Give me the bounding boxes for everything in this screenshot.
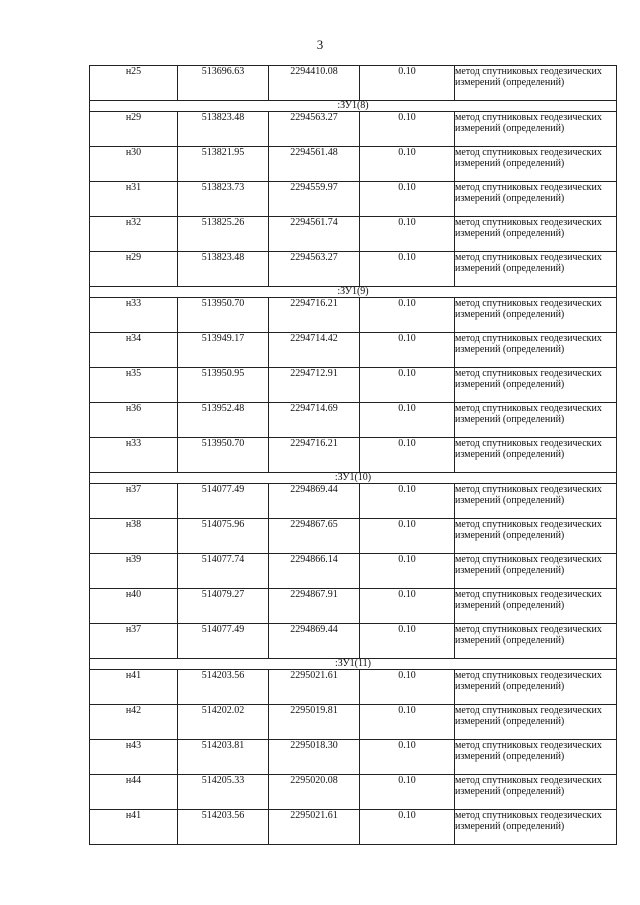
coordinate-y-cell: 2294867.65 <box>269 519 360 554</box>
method-cell: метод спутниковых геодезических измерений (определений) <box>455 252 617 287</box>
accuracy-cell: 0.10 <box>360 66 455 101</box>
table-row <box>90 403 617 438</box>
point-number-cell: н42 <box>90 705 178 740</box>
accuracy-cell: 0.10 <box>360 554 455 589</box>
table-row <box>90 589 617 624</box>
page-number: 3 <box>316 37 324 52</box>
coordinate-x-cell: 513825.26 <box>178 217 269 252</box>
method-cell: метод спутниковых геодезических измерений (определений) <box>455 589 617 624</box>
coordinate-y-cell: 2294561.74 <box>269 217 360 252</box>
method-cell: метод спутниковых геодезических измерений (определений) <box>455 519 617 554</box>
coordinate-x-cell: 514203.56 <box>178 810 269 845</box>
coordinate-y-cell: 2294869.44 <box>269 484 360 519</box>
accuracy-cell: 0.10 <box>360 740 455 775</box>
coordinate-x-cell: 513952.48 <box>178 403 269 438</box>
method-cell: метод спутниковых геодезических измерений (определений) <box>455 775 617 810</box>
method-cell: метод спутниковых геодезических измерений (определений) <box>455 670 617 705</box>
coordinate-y-cell: 2294867.91 <box>269 589 360 624</box>
section-header-row <box>90 659 617 670</box>
coordinate-y-cell: 2294410.08 <box>269 66 360 101</box>
table-row <box>90 740 617 775</box>
table-row <box>90 182 617 217</box>
coordinate-y-cell: 2294866.14 <box>269 554 360 589</box>
method-cell: метод спутниковых геодезических измерений (определений) <box>455 147 617 182</box>
method-cell: метод спутниковых геодезических измерений (определений) <box>455 333 617 368</box>
point-number-cell: н25 <box>90 66 178 101</box>
coordinate-x-cell: 513823.48 <box>178 112 269 147</box>
coordinate-y-cell: 2294712.91 <box>269 368 360 403</box>
accuracy-cell: 0.10 <box>360 484 455 519</box>
coordinate-y-cell: 2294716.21 <box>269 298 360 333</box>
coordinate-x-cell: 514077.49 <box>178 484 269 519</box>
point-number-cell: н43 <box>90 740 178 775</box>
accuracy-cell: 0.10 <box>360 403 455 438</box>
accuracy-cell: 0.10 <box>360 519 455 554</box>
section-header-row <box>90 287 617 298</box>
coordinate-y-cell: 2295019.81 <box>269 705 360 740</box>
coordinate-y-cell: 2294563.27 <box>269 112 360 147</box>
coordinate-y-cell: 2295020.08 <box>269 775 360 810</box>
method-cell: метод спутниковых геодезических измерений (определений) <box>455 403 617 438</box>
accuracy-cell: 0.10 <box>360 438 455 473</box>
table-row <box>90 147 617 182</box>
table-row <box>90 775 617 810</box>
point-number-cell: н37 <box>90 484 178 519</box>
point-number-cell: н44 <box>90 775 178 810</box>
table-row <box>90 112 617 147</box>
accuracy-cell: 0.10 <box>360 147 455 182</box>
coordinate-y-cell: 2294714.69 <box>269 403 360 438</box>
table-row <box>90 252 617 287</box>
point-number-cell: н34 <box>90 333 178 368</box>
method-cell: метод спутниковых геодезических измерений (определений) <box>455 182 617 217</box>
method-cell: метод спутниковых геодезических измерений (определений) <box>455 66 617 101</box>
coordinate-y-cell: 2294563.27 <box>269 252 360 287</box>
method-cell: метод спутниковых геодезических измерений (определений) <box>455 484 617 519</box>
table-row <box>90 624 617 659</box>
coordinate-x-cell: 514075.96 <box>178 519 269 554</box>
method-cell: метод спутниковых геодезических измерений (определений) <box>455 217 617 252</box>
point-number-cell: н30 <box>90 147 178 182</box>
table-row <box>90 484 617 519</box>
point-number-cell: н33 <box>90 298 178 333</box>
table-row <box>90 554 617 589</box>
coordinate-x-cell: 514203.56 <box>178 670 269 705</box>
coordinates-table <box>89 65 617 845</box>
method-cell: метод спутниковых геодезических измерений (определений) <box>455 705 617 740</box>
coordinate-y-cell: 2294561.48 <box>269 147 360 182</box>
coordinate-y-cell: 2295021.61 <box>269 810 360 845</box>
coordinate-x-cell: 514205.33 <box>178 775 269 810</box>
coordinate-x-cell: 514079.27 <box>178 589 269 624</box>
coordinate-x-cell: 514077.49 <box>178 624 269 659</box>
table-row <box>90 298 617 333</box>
table-row <box>90 810 617 845</box>
coordinate-x-cell: 513696.63 <box>178 66 269 101</box>
accuracy-cell: 0.10 <box>360 589 455 624</box>
coordinate-y-cell: 2294714.42 <box>269 333 360 368</box>
point-number-cell: н35 <box>90 368 178 403</box>
method-cell: метод спутниковых геодезических измерений (определений) <box>455 740 617 775</box>
coordinate-x-cell: 513823.73 <box>178 182 269 217</box>
section-label: :ЗУ1(9) <box>90 287 617 298</box>
coordinate-x-cell: 513823.48 <box>178 252 269 287</box>
method-cell: метод спутниковых геодезических измерений (определений) <box>455 298 617 333</box>
table-row <box>90 66 617 101</box>
point-number-cell: н33 <box>90 438 178 473</box>
accuracy-cell: 0.10 <box>360 217 455 252</box>
point-number-cell: н37 <box>90 624 178 659</box>
section-label: :ЗУ1(10) <box>90 473 617 484</box>
point-number-cell: н32 <box>90 217 178 252</box>
point-number-cell: н41 <box>90 810 178 845</box>
coordinate-x-cell: 513949.17 <box>178 333 269 368</box>
point-number-cell: н41 <box>90 670 178 705</box>
point-number-cell: н29 <box>90 112 178 147</box>
coordinate-x-cell: 514202.02 <box>178 705 269 740</box>
point-number-cell: н39 <box>90 554 178 589</box>
accuracy-cell: 0.10 <box>360 333 455 368</box>
point-number-cell: н38 <box>90 519 178 554</box>
accuracy-cell: 0.10 <box>360 810 455 845</box>
coordinate-x-cell: 513950.70 <box>178 438 269 473</box>
coordinates-table-body <box>90 66 617 845</box>
method-cell: метод спутниковых геодезических измерений (определений) <box>455 368 617 403</box>
table-row <box>90 519 617 554</box>
section-header-row <box>90 473 617 484</box>
coordinate-x-cell: 513950.70 <box>178 298 269 333</box>
table-row <box>90 368 617 403</box>
accuracy-cell: 0.10 <box>360 705 455 740</box>
point-number-cell: н40 <box>90 589 178 624</box>
table-row <box>90 670 617 705</box>
method-cell: метод спутниковых геодезических измерений (определений) <box>455 624 617 659</box>
accuracy-cell: 0.10 <box>360 182 455 217</box>
method-cell: метод спутниковых геодезических измерений (определений) <box>455 810 617 845</box>
coordinate-x-cell: 514203.81 <box>178 740 269 775</box>
accuracy-cell: 0.10 <box>360 775 455 810</box>
coordinate-y-cell: 2294559.97 <box>269 182 360 217</box>
table-row <box>90 217 617 252</box>
method-cell: метод спутниковых геодезических измерений (определений) <box>455 554 617 589</box>
section-header-row <box>90 101 617 112</box>
accuracy-cell: 0.10 <box>360 298 455 333</box>
accuracy-cell: 0.10 <box>360 252 455 287</box>
accuracy-cell: 0.10 <box>360 670 455 705</box>
coordinate-y-cell: 2295021.61 <box>269 670 360 705</box>
coordinate-y-cell: 2294869.44 <box>269 624 360 659</box>
accuracy-cell: 0.10 <box>360 624 455 659</box>
table-row <box>90 333 617 368</box>
coordinate-y-cell: 2295018.30 <box>269 740 360 775</box>
table-row <box>90 438 617 473</box>
accuracy-cell: 0.10 <box>360 112 455 147</box>
section-label: :ЗУ1(8) <box>90 101 617 112</box>
point-number-cell: н36 <box>90 403 178 438</box>
coordinate-x-cell: 513950.95 <box>178 368 269 403</box>
method-cell: метод спутниковых геодезических измерений (определений) <box>455 112 617 147</box>
section-label: :ЗУ1(11) <box>90 659 617 670</box>
coordinate-x-cell: 514077.74 <box>178 554 269 589</box>
accuracy-cell: 0.10 <box>360 368 455 403</box>
coordinate-x-cell: 513821.95 <box>178 147 269 182</box>
point-number-cell: н31 <box>90 182 178 217</box>
point-number-cell: н29 <box>90 252 178 287</box>
coordinate-y-cell: 2294716.21 <box>269 438 360 473</box>
table-row <box>90 705 617 740</box>
method-cell: метод спутниковых геодезических измерений (определений) <box>455 438 617 473</box>
